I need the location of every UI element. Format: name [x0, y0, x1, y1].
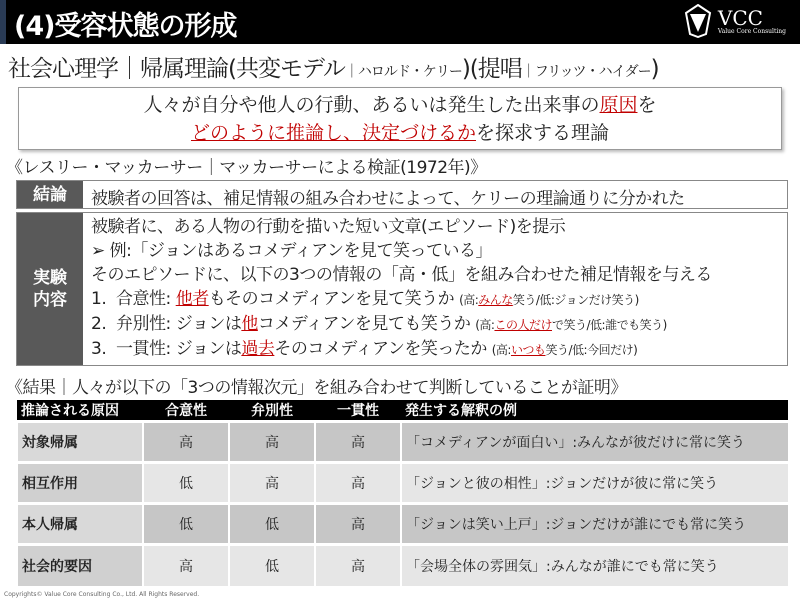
- conclusion-row: [16, 180, 788, 209]
- label-line: 実験: [33, 268, 67, 288]
- table-header: [17, 400, 788, 422]
- value-cell: 低: [229, 545, 315, 586]
- value-cell: 高: [229, 422, 315, 463]
- def-highlight: 原因: [599, 94, 638, 116]
- table-row: [17, 463, 788, 504]
- value-cell: 高: [315, 463, 401, 504]
- cause-cell: 社会的要因: [17, 545, 143, 586]
- def-highlight: どのように推論し、決定づけるか: [190, 122, 476, 144]
- page-title: (4)受容状態の形成: [14, 11, 237, 42]
- value-cell: 高: [143, 545, 229, 586]
- subtitle-main: 社会心理学｜帰属理論(共変モデル: [8, 56, 345, 82]
- logo-subtitle: Value Core Consulting: [717, 27, 786, 35]
- experiment-line: そのエピソードに、以下の3つの情報の「高・低」を組み合わせた補足情報を与える: [91, 265, 712, 285]
- cause-cell: 本人帰属: [17, 504, 143, 545]
- value-cell: 高: [315, 504, 401, 545]
- experiment-line: 被験者に、ある人物の行動を描いた短い文章(エピソード)を提示: [91, 217, 566, 237]
- value-cell: 高: [315, 545, 401, 586]
- experiment-row: [16, 212, 788, 366]
- example-cell: 「会場全体の雰囲気」:みんなが誰にでも常に笑う: [401, 545, 788, 586]
- def-text: を: [637, 94, 657, 116]
- example-cell: 「ジョンと彼の相性」:ジョンだけが彼に常に笑う: [401, 463, 788, 504]
- def-text: 人々が自分や他人の行動、あるいは発生した出来事の: [143, 94, 600, 116]
- copyright: Copyrights© Value Core Consulting Co., Ltd. All Rights Reserved.: [4, 591, 200, 598]
- vcc-logo: [684, 4, 786, 38]
- header-cell: 一貫性: [315, 400, 401, 422]
- def-text: を探求する理論: [476, 122, 610, 144]
- experiment-label: [17, 213, 83, 365]
- title-bar: [0, 0, 800, 44]
- value-cell: 低: [143, 504, 229, 545]
- cause-cell: 対象帰属: [17, 422, 143, 463]
- label-line: 内容: [33, 290, 67, 310]
- value-cell: 低: [143, 463, 229, 504]
- experiment-item: 2. 弁別性: ジョンは他コメディアンを見ても笑うか (高:この人だけで笑う/低:誰でも笑う): [91, 314, 667, 334]
- subtitle-mid: )(提唱: [461, 56, 522, 82]
- logo-diamond-icon: [684, 4, 712, 38]
- subtitle-end: ): [650, 56, 659, 82]
- experiment-item: 3. 一貫性: ジョンは過去そのコメディアンを笑ったか (高:いつも笑う/低:今回だけ): [91, 339, 638, 359]
- definition-box: [18, 87, 782, 150]
- value-cell: 低: [229, 504, 315, 545]
- subtitle-originator: ｜フリッツ・ハイダー: [521, 64, 651, 80]
- result-heading: 《結果｜人々が以下の「3つの情報次元」を組み合わせて判断していることが証明》: [6, 378, 627, 398]
- header-cell: 弁別性: [229, 400, 315, 422]
- experiment-content: [83, 213, 787, 365]
- header-cell: 発生する解釈の例: [401, 400, 788, 422]
- conclusion-label: 結論: [17, 181, 83, 208]
- table-row: [17, 422, 788, 463]
- study-heading: 《レスリー・マッカーサー｜マッカーサーによる検証(1972年)》: [6, 158, 487, 178]
- example-cell: 「ジョンは笑い上戸」:ジョンだけが誰にでも常に笑う: [401, 504, 788, 545]
- header-cell: 推論される原因: [17, 400, 143, 422]
- example-cell: 「コメディアンが面白い」:みんなが彼だけに常に笑う: [401, 422, 788, 463]
- experiment-item: 1. 合意性: 他者もそのコメディアンを見て笑うか (高:みんな笑う/低:ジョンだけ笑う): [91, 289, 639, 309]
- subtitle-proposer: ｜ハロルド・ケリー: [344, 64, 462, 80]
- logo-name: VCC: [717, 5, 763, 30]
- table-row: [17, 545, 788, 586]
- table-row: [17, 504, 788, 545]
- subtitle: [8, 50, 659, 83]
- value-cell: 高: [315, 422, 401, 463]
- experiment-example: ➢ 例:「ジョンはあるコメディアンを見て笑っている」: [91, 241, 492, 261]
- value-cell: 高: [229, 463, 315, 504]
- cause-cell: 相互作用: [17, 463, 143, 504]
- value-cell: 高: [143, 422, 229, 463]
- header-cell: 合意性: [143, 400, 229, 422]
- results-table: [16, 400, 788, 586]
- conclusion-text: 被験者の回答は、補足情報の組み合わせによって、ケリーの理論通りに分かれた: [91, 189, 685, 209]
